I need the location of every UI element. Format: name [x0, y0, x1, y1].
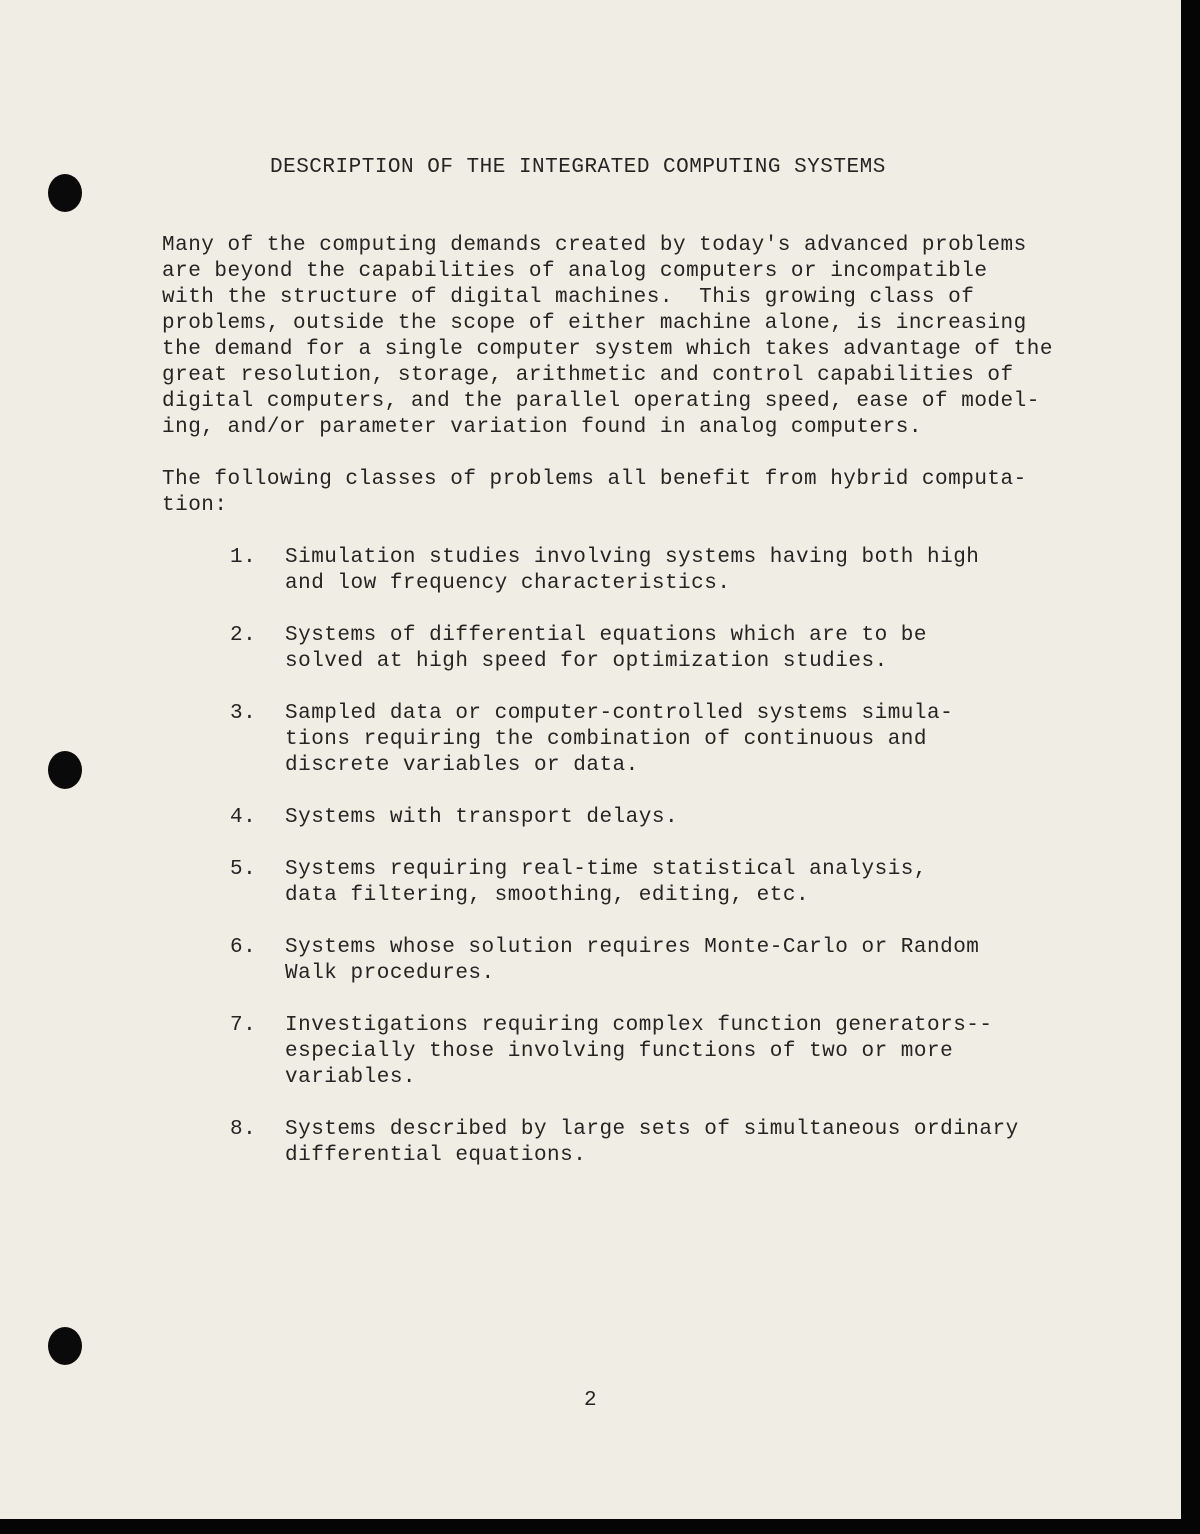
list-item: [230, 623, 927, 675]
list-item: [230, 857, 927, 909]
list-item-text: Systems of differential equations which are to be solved at high speed for optimization studies.: [285, 624, 928, 673]
list-item: [230, 935, 979, 987]
list-item-text: Simulation studies involving systems having both high and low frequency characteristics.: [285, 546, 980, 595]
list-item-number: 5.: [230, 858, 257, 881]
list-item-number: 4.: [230, 806, 257, 829]
page-number: 2: [584, 1389, 598, 1412]
list-item-number: 1.: [230, 546, 257, 569]
list-item-number: 6.: [230, 936, 257, 959]
punch-hole-middle: [48, 751, 82, 789]
page-title: DESCRIPTION OF THE INTEGRATED COMPUTING SYSTEMS: [270, 156, 886, 179]
list-item-text: Systems with transport delays.: [285, 806, 679, 829]
list-item: [230, 1013, 993, 1091]
list-item: [230, 1117, 1019, 1169]
punch-hole-top: [48, 174, 82, 212]
list-item: [230, 701, 953, 779]
list-item-number: 8.: [230, 1118, 257, 1141]
list-item-text: Sampled data or computer-controlled systems simula- tions requiring the combination of continuous and discrete variables or data.: [285, 702, 954, 777]
list-item: [230, 805, 678, 831]
list-item-text: Systems requiring real-time statistical analysis, data filtering, smoothing, editing, etc.: [285, 858, 928, 907]
list-item-text: Systems whose solution requires Monte-Carlo or Random Walk procedures.: [285, 936, 980, 985]
intro-paragraph: Many of the computing demands created by today's advanced problems are beyond the capabilities of analog computers or incompatible with the structure of digital machines. This growing class of problems, outside the scope of either machine alone, is increasing the demand for a single computer system which takes advantage of the great resolution, storage, arithmetic and control capabilities of digital computers, and the parallel operating speed, ease of model- ing, and/or parameter variation found in analog computers.: [162, 234, 1053, 439]
list-item-text: Systems described by large sets of simultaneous ordinary differential equations.: [285, 1118, 1019, 1167]
list-item-number: 3.: [230, 702, 257, 725]
list-item-number: 2.: [230, 624, 257, 647]
list-item-number: 7.: [230, 1014, 257, 1037]
list-item-text: Investigations requiring complex function generators-- especially those involving functions of two or more variables.: [285, 1014, 993, 1089]
list-item: [230, 545, 979, 597]
punch-hole-bottom: [48, 1327, 82, 1365]
list-intro-paragraph: The following classes of problems all benefit from hybrid computa- tion:: [162, 468, 1027, 517]
